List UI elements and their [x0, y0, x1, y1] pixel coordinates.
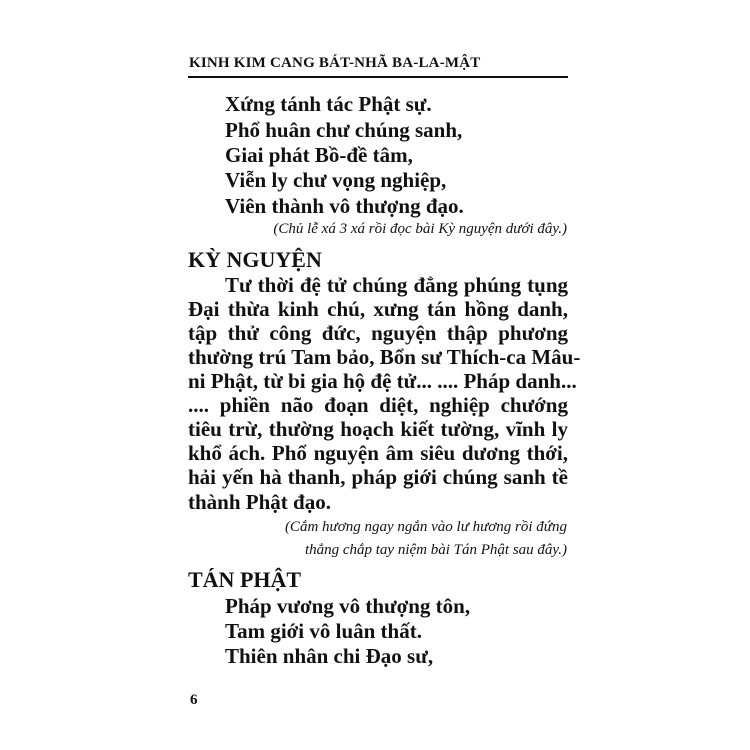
verse-line: Pháp vương vô thượng tôn,	[225, 594, 471, 618]
verse-line: Xứng tánh tác Phật sự.	[225, 92, 432, 116]
paragraph-line: thường trú Tam bảo, Bổn sư Thích-ca Mâu-	[188, 345, 581, 369]
paragraph-line: thành Phật đạo.	[188, 490, 331, 514]
verse-line: Viên thành vô thượng đạo.	[225, 194, 464, 218]
instruction-note: (Cắm hương ngay ngắn vào lư hương rồi đứng	[284, 519, 567, 535]
paragraph-line: tiêu trừ, thường hoạch kiết tường, vĩnh ly	[188, 417, 568, 441]
verse-line: Thiên nhân chi Đạo sư,	[225, 644, 434, 668]
verse-line: Giai phát Bồ-đề tâm,	[225, 143, 413, 167]
verse-line: Tam giới vô luân thất.	[225, 619, 422, 643]
paragraph-line: ni Phật, từ bi gia hộ đệ tử... .... Pháp danh...	[188, 369, 577, 393]
instruction-note: (Chủ lễ xá 3 xá rồi đọc bài Kỳ nguyện dưới đây.)	[273, 221, 567, 237]
header-rule	[188, 76, 568, 78]
section-heading-ky-nguyen: KỲ NGUYỆN	[188, 247, 322, 272]
paragraph-line: tập thử công đức, nguyện thập phương	[188, 321, 568, 345]
paragraph-line: khổ ách. Phổ nguyện âm siêu dương thới,	[188, 441, 568, 465]
paragraph-line: Tư thời đệ tử chúng đẳng phúng tụng	[225, 273, 568, 297]
verse-line: Phổ huân chư chúng sanh,	[225, 118, 463, 142]
instruction-note: thẳng chắp tay niệm bài Tán Phật sau đây.)	[304, 542, 567, 558]
verse-line: Viễn ly chư vọng nghiệp,	[225, 168, 447, 192]
paragraph-line: .... phiền não đoạn diệt, nghiệp chướng	[188, 393, 568, 417]
page-number: 6	[190, 692, 198, 708]
section-heading-tan-phat: TÁN PHẬT	[188, 567, 302, 592]
paragraph-line: Đại thừa kinh chú, xưng tán hồng danh,	[188, 297, 568, 321]
paragraph-line: hải yến hà thanh, pháp giới chúng sanh tề	[188, 465, 568, 489]
running-header: KINH KIM CANG BÁT-NHÃ BA-LA-MẬT	[189, 55, 481, 71]
